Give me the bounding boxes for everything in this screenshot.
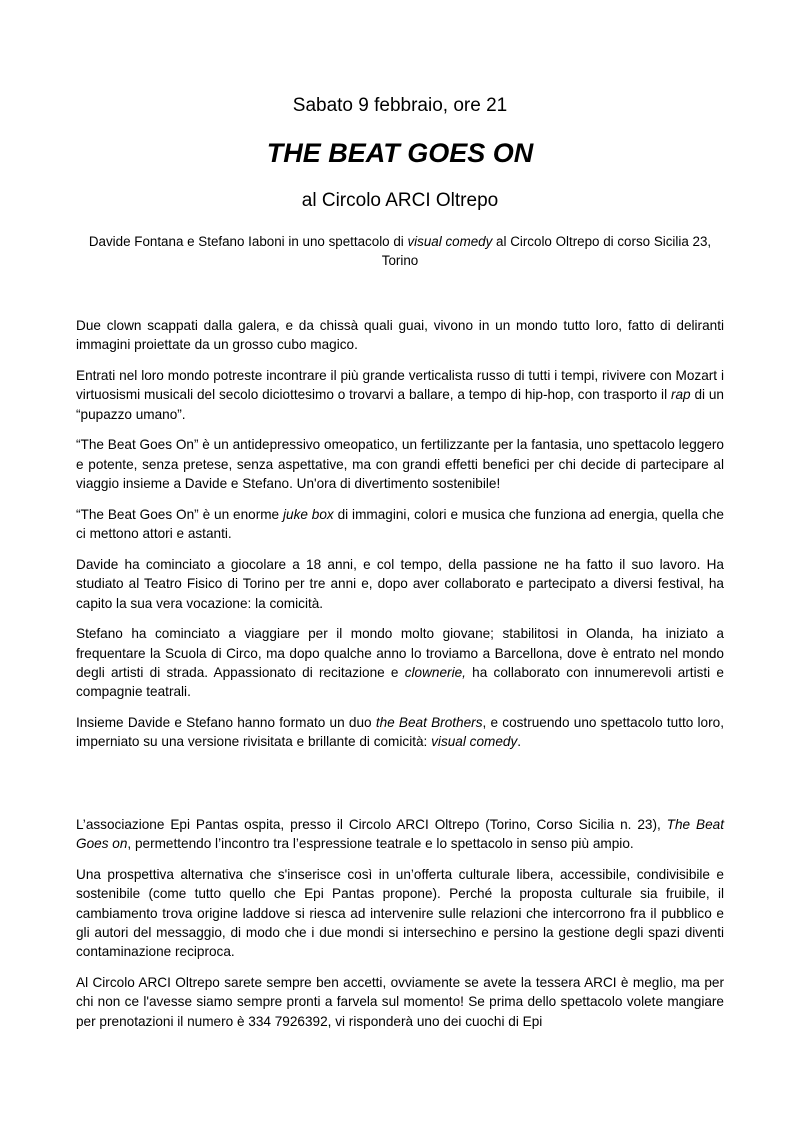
paragraph-text: di un “pupazzo umano”. bbox=[76, 387, 724, 422]
paragraph-text: Insieme Davide e Stefano hanno formato un duo bbox=[76, 715, 376, 731]
event-title: THE BEAT GOES ON bbox=[266, 138, 534, 168]
paragraph-5: Davide ha cominciato a giocolare a 18 anni, e col tempo, della passione ne ha fatto il suo lavoro. Ha studiato al Teatro Fisico di Torino per tre anni e, dopo aver collaborato e partecipato a diversi festival, ha capito la sua vera vocazione: la comicità. bbox=[76, 556, 724, 611]
subtitle-text: al Circolo Oltrepo di corso Sicilia 23, Torino bbox=[381, 234, 712, 268]
paragraph-1: Due clown scappati dalla galera, e da chissà quali guai, vivono in un mondo tutto loro, fatto di deliranti immagini proiettate da un grosso cubo magico. bbox=[76, 318, 724, 353]
description-section bbox=[76, 316, 724, 752]
paragraph-4 bbox=[76, 505, 724, 544]
paragraph-text: Entrati nel loro mondo potreste incontrare il più grande verticalista russo di tutti i tempi, rivivere con Mozart i virtuosismi musicali del secolo diciottesimo o trovarvi a ballare, a tempo di hip-hop, con trasporto il bbox=[76, 368, 724, 403]
subtitle-text: Davide Fontana e Stefano Iaboni in uno spettacolo di bbox=[88, 234, 408, 249]
paragraph-6 bbox=[76, 624, 724, 701]
paragraph-italic: the Beat Brothers bbox=[375, 715, 483, 731]
paragraph-7 bbox=[76, 713, 724, 752]
paragraph-italic: visual comedy bbox=[431, 734, 518, 750]
paragraph-text: L’associazione Epi Pantas ospita, presso il Circolo ARCI Oltrepo (Torino, Corso Sicilia n. 23), bbox=[76, 817, 667, 832]
paragraph-text: Stefano ha cominciato a viaggiare per il mondo molto giovane; stabilitosi in Olanda, ha iniziato a frequentare la Scuola di Circo, ma dopo qualche anno lo troviamo a Barcellona, dove è entrato nel mondo degli artisti di strada. Appassionato di recitazione e bbox=[76, 626, 724, 680]
paragraph-3: “The Beat Goes On” è un antidepressivo omeopatico, un fertilizzante per la fantasia, uno spettacolo leggero e potente, senza pretese, senza aspettative, ma con grandi effetti benefici per chi decide di partecipare al viaggio insieme a Davide e Stefano. Un'ora di divertimento sostenibile! bbox=[76, 437, 724, 492]
subtitle-italic: visual comedy bbox=[407, 234, 493, 249]
paragraph-text: di immagini, colori e musica che funziona ad energia, quella che ci mettono attori e astanti. bbox=[76, 506, 724, 542]
paragraph-italic: clownerie, bbox=[404, 664, 466, 680]
paragraph-text: , permettendo l’incontro tra l’espressione teatrale e lo spettacolo in senso più ampio. bbox=[127, 836, 634, 852]
paragraph-text: , e costruendo uno spettacolo tutto loro, imperniato su una versione rivisitata e brillante di comicità: bbox=[76, 715, 724, 750]
paragraph-text: . bbox=[517, 734, 522, 750]
paragraph-9: Una prospettiva alternativa che s'inserisce così in un’offerta culturale libera, accessibile, condivisibile e sostenibile (come tutto quello che Epi Pantas propone). Perché la proposta culturale sia fruibile, il cambiamento trova origine laddove si riesca ad intervenire sulle relazioni che intercorrono fra il pubblico e gli autori del messaggio, di modo che i due mondi si intersechino e persino la gestione degli spazi diventi contaminazione reciproca. bbox=[76, 867, 724, 960]
association-section bbox=[76, 815, 724, 1031]
paragraph-text: “The Beat Goes On” è un enorme bbox=[76, 506, 283, 522]
paragraph-italic: juke box bbox=[282, 506, 334, 522]
paragraph-text: ha collaborato con innumerevoli artisti e compagnie teatrali. bbox=[76, 664, 724, 700]
event-subtitle bbox=[76, 232, 724, 270]
paragraph-8 bbox=[76, 815, 724, 854]
paragraph-10: Al Circolo ARCI Oltrepo sarete sempre ben accetti, ovviamente se avete la tessera ARCI è meglio, ma per chi non ce l'avesse siamo sempre pronti a farvela sul momento! Se prima dello spettacolo volete mangiare per prenotazioni il numero è 334 7926392, vi risponderà uno dei cuochi di Epi bbox=[76, 975, 724, 1029]
paragraph-2 bbox=[76, 366, 724, 424]
event-date: Sabato 9 febbraio, ore 21 bbox=[292, 95, 508, 116]
paragraph-italic: The Beat Goes on bbox=[76, 817, 724, 852]
event-venue: al Circolo ARCI Oltrepo bbox=[301, 190, 499, 211]
paragraph-italic: rap bbox=[670, 387, 691, 403]
